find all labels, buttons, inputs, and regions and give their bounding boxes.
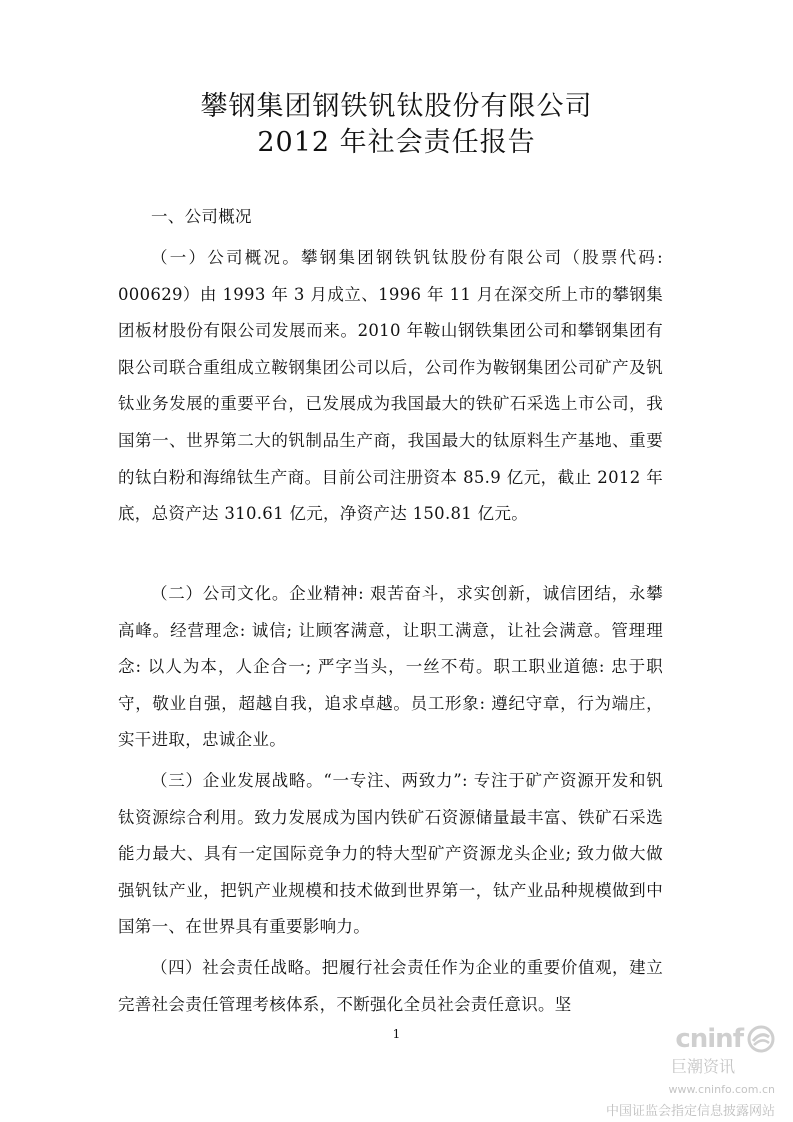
watermark-brand: cninf [675, 1024, 743, 1054]
watermark-logo-row [575, 1024, 775, 1054]
paragraph-company-culture: （二）公司文化。企业精神: 艰苦奋斗，求实创新，诚信团结，永攀高峰。经营理念: 诚信; 让顾客满意，让职工满意，让社会满意。管理理念: 以人为本，人企合一; 严字当头，一丝不苟。职工职业道德: 忠于职守，敬业自强，超越自我，追求卓越。员工形象: 遵纪守章，行为端庄，实干进取，忠诚企业。 [118, 584, 663, 750]
section-heading: 一、公司概况 [151, 207, 252, 226]
page-number: 1 [392, 1027, 401, 1041]
paragraph-development-strategy: （三）企业发展战略。“一专注、两致力”: 专注于矿产资源开发和钒钛资源综合利用。致力发展成为国内铁矿石资源储量最丰富、铁矿石采选能力最大、具有一定国际竞争力的特大型矿产资源龙头企业; 致力做大做强钒钛产业，把钒产业规模和技术做到世界第一，钛产业品种规模做到中国第一、在世界具有重要影响力。 [118, 771, 663, 937]
watermark-brand-chinese: 巨潮资讯 [670, 1057, 735, 1076]
paragraph-company-overview: （一）公司概况。攀钢集团钢铁钒钛股份有限公司（股票代码: 000629）由 1993 年 3 月成立、1996 年 11 月在深交所上市的攀钢集团板材股份有限公司发展而来。2010 年鞍山钢铁集团公司和攀钢集团有限公司联合重组成立鞍钢集团公司以后，公司作为鞍钢集团公司矿产及钒钛业务发展的重要平台，已发展成为我国最大的铁矿石采选上市公司，我国第一、世界第二大的钒制品生产商，我国最大的钛原料生产基地、重要的钛白粉和海绵钛生产商。目前公司注册资本 85.9 亿元，截止 2012 年底，总资产达 310.61 亿元，净资产达 150.81 亿元。 [118, 248, 663, 524]
report-title-year: 2012 年社会责任报告 [257, 127, 536, 158]
report-title-company: 攀钢集团钢铁钒钛股份有限公司 [200, 91, 593, 122]
watermark-org: 中国证监会指定信息披露网站 [605, 1104, 775, 1119]
paragraph-csr-strategy: （四）社会责任战略。把履行社会责任作为企业的重要价值观，建立完善社会责任管理考核体系，不断强化全员社会责任意识。坚 [118, 958, 663, 1014]
cninfo-watermark [575, 1024, 775, 1119]
cninfo-logo-icon [747, 1025, 775, 1053]
watermark-url: www.cninfo.com.cn [668, 1083, 775, 1096]
